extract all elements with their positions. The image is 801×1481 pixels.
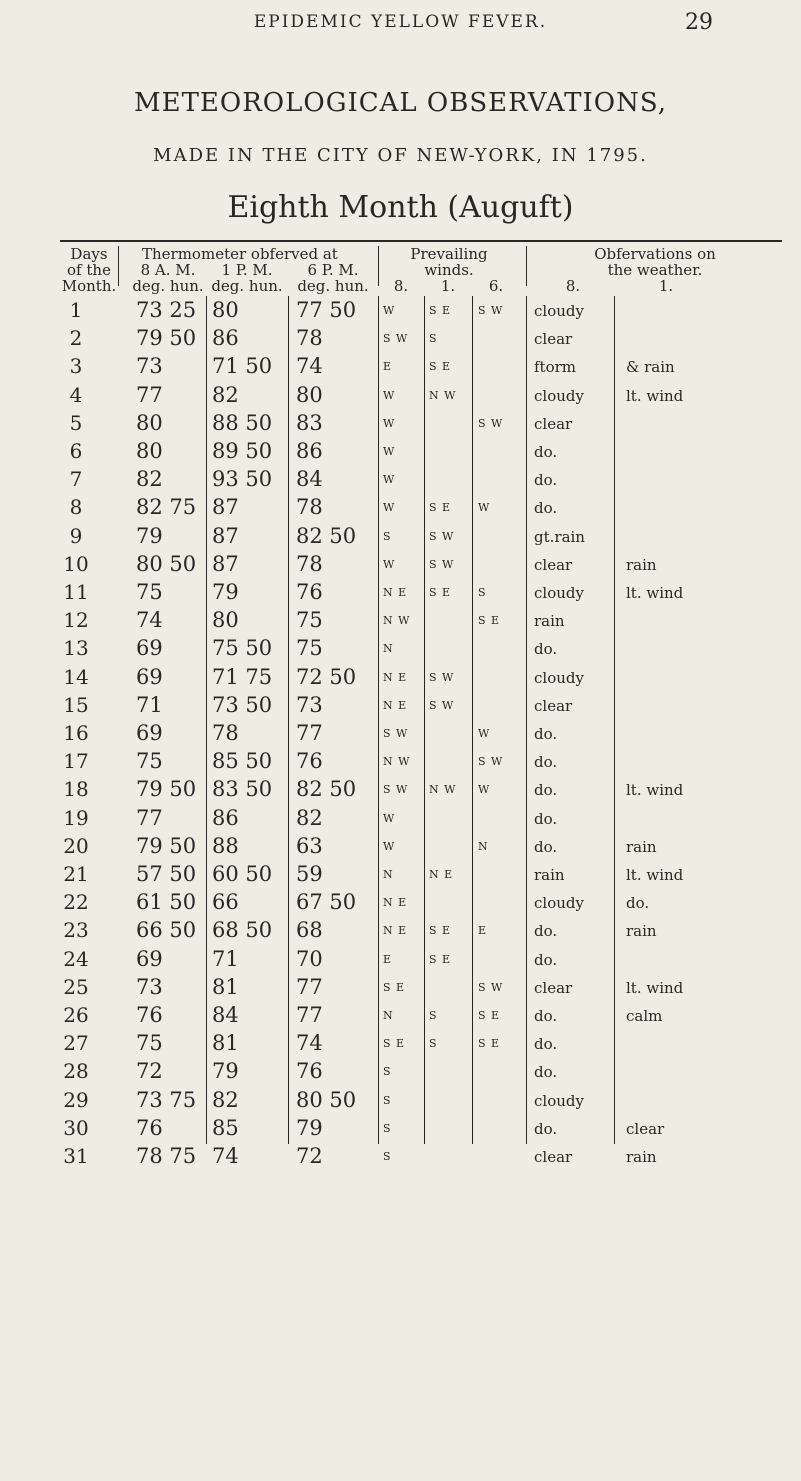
wind-6-cell: S E	[478, 1037, 501, 1051]
table-row	[60, 721, 782, 749]
temp-6pm-cell: 72 50	[296, 664, 357, 689]
wind-8-cell: S W	[383, 332, 409, 346]
obs-8-cell: do.	[534, 640, 558, 659]
table-row	[60, 524, 782, 552]
wind-6-cell: S W	[478, 755, 504, 769]
page-title: METEOROLOGICAL OBSERVATIONS,	[133, 88, 667, 118]
temp-1pm-cell: 80	[212, 608, 239, 633]
wind-1-cell: S W	[429, 557, 455, 571]
header-time-6pm: 6 P. M.	[307, 261, 359, 279]
table-row	[60, 665, 782, 693]
header-time-8am: 8 A. M.	[140, 261, 196, 279]
temp-1pm-cell: 81	[212, 974, 239, 999]
obs-1-cell: lt. wind	[626, 866, 684, 884]
wind-1-cell: S	[429, 1037, 438, 1051]
wind-1-cell: S E	[429, 360, 452, 374]
temp-6pm-cell: 74	[296, 1031, 323, 1056]
temp-1pm-cell: 88 50	[212, 410, 273, 435]
temp-1pm-cell: 85	[212, 1115, 239, 1140]
obs-8-cell: do.	[534, 1007, 558, 1025]
header-wind-8: 8.	[393, 277, 409, 295]
table-row	[60, 326, 782, 354]
temp-1pm-cell: 88	[212, 833, 239, 858]
temp-6pm-cell: 83	[296, 410, 323, 435]
day-cell: 11	[63, 580, 89, 604]
obs-1-cell: rain	[626, 837, 657, 856]
day-cell: 12	[63, 608, 89, 633]
wind-8-cell: N	[383, 868, 394, 881]
running-head	[0, 12, 801, 36]
table-row	[60, 411, 782, 439]
wind-8-cell: W	[383, 473, 396, 487]
header-time-1pm: 1 P. M.	[221, 261, 273, 279]
obs-8-cell: do.	[534, 837, 558, 856]
temp-1pm-cell: 78	[212, 721, 239, 745]
temp-8am-cell: 72	[136, 1059, 163, 1084]
day-cell: 8	[69, 495, 83, 520]
obs-8-cell: do.	[534, 809, 558, 828]
temp-6pm-cell: 82	[296, 805, 323, 830]
wind-8-cell: N E	[383, 896, 408, 910]
day-cell: 22	[63, 890, 89, 915]
wind-8-cell: S	[383, 1065, 392, 1079]
page-subtitle: MADE IN THE CITY OF NEW-YORK, IN 1795.	[153, 145, 648, 166]
wind-8-cell: N	[383, 642, 394, 656]
running-head-title: EPIDEMIC YELLOW FEVER.	[253, 12, 548, 32]
obs-8-cell: clear	[534, 978, 573, 997]
wind-6-cell: S E	[478, 614, 501, 628]
temp-8am-cell: 82	[136, 467, 163, 492]
temp-6pm-cell: 86	[296, 439, 323, 463]
header-wind-1: 1.	[440, 277, 456, 295]
temp-1pm-cell: 66	[212, 890, 239, 915]
temp-6pm-cell: 77	[296, 974, 323, 999]
temp-6pm-cell: 77	[296, 721, 323, 745]
obs-8-cell: do.	[534, 1063, 558, 1082]
temp-1pm-cell: 79	[212, 580, 239, 604]
wind-1-cell: S	[429, 332, 438, 346]
wind-8-cell: E	[383, 360, 393, 374]
day-cell: 26	[63, 1003, 89, 1027]
wind-6-cell: S	[478, 586, 487, 599]
obs-8-cell: cloudy	[534, 386, 584, 405]
wind-1-cell: S E	[429, 501, 452, 515]
temp-1pm-cell: 86	[212, 805, 239, 830]
obs-8-cell: do.	[534, 922, 558, 941]
day-cell: 9	[69, 523, 83, 548]
day-cell: 1	[69, 298, 83, 322]
header-obs-line1: Obfervations on	[594, 245, 716, 263]
obs-8-cell: cloudy	[534, 584, 584, 602]
wind-8-cell: S W	[383, 783, 409, 797]
table-row	[60, 383, 782, 411]
header-winds-line1: Prevailing	[410, 245, 488, 263]
day-cell: 21	[63, 862, 89, 886]
temp-1pm-cell: 71 50	[212, 354, 273, 379]
obs-8-cell: do.	[534, 753, 558, 772]
table-top-rule	[60, 240, 782, 242]
obs-8-cell: cloudy	[534, 1091, 584, 1110]
table-row	[60, 1031, 782, 1059]
temp-8am-cell: 75	[136, 580, 163, 604]
temp-1pm-cell: 75 50	[212, 636, 273, 661]
day-cell: 29	[63, 1087, 89, 1112]
day-cell: 24	[63, 946, 89, 971]
table-row	[60, 862, 782, 890]
temp-6pm-cell: 72	[296, 1144, 323, 1168]
table-row	[60, 354, 782, 382]
obs-8-cell: rain	[534, 866, 565, 884]
wind-8-cell: W	[383, 416, 396, 430]
temp-6pm-cell: 84	[296, 467, 323, 492]
wind-1-cell: S E	[429, 952, 452, 966]
temp-6pm-cell: 76	[296, 580, 323, 604]
temp-1pm-cell: 89 50	[212, 439, 273, 463]
obs-8-cell: clear	[534, 414, 573, 433]
day-cell: 14	[63, 664, 89, 689]
header-winds-line2: winds.	[424, 261, 474, 279]
divider-thermo-header	[378, 246, 379, 286]
temp-6pm-cell: 74	[296, 354, 323, 379]
temp-8am-cell: 69	[136, 946, 163, 971]
temp-8am-cell: 77	[136, 805, 163, 830]
obs-8-cell: ftorm	[534, 358, 577, 377]
wind-1-cell: S E	[429, 924, 452, 938]
temp-8am-cell: 69	[136, 664, 163, 689]
temp-8am-cell: 69	[136, 636, 163, 661]
table-row	[60, 947, 782, 975]
divider-days-header	[118, 246, 119, 286]
temp-8am-cell: 80	[136, 410, 163, 435]
temp-8am-cell: 80	[136, 439, 163, 463]
obs-1-cell: rain	[626, 1148, 657, 1166]
obs-8-cell: do.	[534, 725, 558, 743]
wind-8-cell: S E	[383, 1037, 406, 1051]
wind-8-cell: N W	[383, 614, 411, 628]
table-row	[60, 495, 782, 523]
temp-1pm-cell: 84	[212, 1003, 239, 1027]
temp-1pm-cell: 68 50	[212, 918, 273, 943]
header-observations	[530, 246, 780, 278]
day-cell: 19	[63, 805, 89, 830]
table-row	[60, 439, 782, 467]
temp-8am-cell: 73	[136, 974, 163, 999]
temp-1pm-cell: 93 50	[212, 467, 273, 492]
temp-8am-cell: 76	[136, 1115, 163, 1140]
table-row	[60, 1088, 782, 1116]
temp-1pm-cell: 82	[212, 1087, 239, 1112]
wind-1-cell: S W	[429, 529, 455, 543]
temp-1pm-cell: 81	[212, 1031, 239, 1056]
wind-6-cell: W	[478, 501, 491, 515]
temp-6pm-cell: 67 50	[296, 890, 357, 915]
wind-8-cell: S	[383, 1093, 392, 1107]
temp-8am-cell: 57 50	[136, 862, 197, 886]
wind-8-cell: N E	[383, 698, 408, 712]
temp-6pm-cell: 70	[296, 946, 323, 971]
wind-6-cell: E	[478, 924, 488, 938]
table-row	[60, 298, 782, 326]
obs-1-cell: rain	[626, 922, 657, 941]
wind-6-cell: S W	[478, 416, 504, 430]
table-row	[60, 467, 782, 495]
temp-1pm-cell: 87	[212, 551, 239, 576]
obs-8-cell: clear	[534, 555, 573, 574]
table-row	[60, 580, 782, 608]
temp-8am-cell: 77	[136, 382, 163, 407]
temp-1pm-cell: 86	[212, 326, 239, 351]
obs-1-cell: lt. wind	[626, 386, 684, 405]
wind-1-cell: S W	[429, 670, 455, 684]
temp-6pm-cell: 78	[296, 551, 323, 576]
temp-8am-cell: 78 75	[136, 1144, 197, 1168]
wind-8-cell: S	[383, 1150, 392, 1163]
page-number: 29	[685, 10, 713, 35]
temp-6pm-cell: 76	[296, 1059, 323, 1084]
temp-6pm-cell: 75	[296, 608, 323, 633]
table-row	[60, 608, 782, 636]
wind-8-cell: S	[383, 529, 392, 543]
table-row	[60, 1144, 782, 1172]
wind-8-cell: S	[383, 1121, 392, 1135]
header-winds	[378, 246, 520, 278]
wind-8-cell: N E	[383, 670, 408, 684]
table-row	[60, 834, 782, 862]
wind-8-cell: W	[383, 501, 396, 515]
temp-1pm-cell: 79	[212, 1059, 239, 1084]
wind-1-cell: N W	[429, 388, 457, 402]
obs-8-cell: do.	[534, 1119, 558, 1138]
wind-6-cell: N	[478, 839, 489, 853]
wind-8-cell: W	[383, 388, 396, 402]
day-cell: 6	[69, 439, 83, 463]
temp-8am-cell: 75	[136, 749, 163, 774]
header-unit-6pm: deg. hun.	[297, 277, 369, 295]
temp-6pm-cell: 77	[296, 1003, 323, 1027]
temp-1pm-cell: 71 75	[212, 664, 273, 689]
header-days	[60, 246, 118, 294]
temp-8am-cell: 79 50	[136, 777, 197, 802]
wind-6-cell: W	[478, 783, 491, 797]
temp-6pm-cell: 68	[296, 918, 323, 943]
temp-8am-cell: 66 50	[136, 918, 197, 943]
day-cell: 30	[63, 1115, 89, 1140]
day-cell: 3	[69, 354, 83, 379]
obs-8-cell: do.	[534, 1035, 558, 1054]
temp-1pm-cell: 71	[212, 946, 239, 971]
wind-1-cell: S	[429, 1009, 438, 1022]
obs-8-cell: do.	[534, 499, 558, 518]
table-row	[60, 777, 782, 805]
day-cell: 20	[63, 833, 89, 858]
wind-8-cell: E	[383, 952, 393, 966]
temp-6pm-cell: 75	[296, 636, 323, 661]
obs-1-cell: clear	[626, 1119, 665, 1138]
header-unit-1pm: deg. hun.	[211, 277, 283, 295]
day-cell: 25	[63, 974, 89, 999]
table-row	[60, 918, 782, 946]
obs-8-cell: cloudy	[534, 894, 584, 913]
table-row	[60, 749, 782, 777]
temp-1pm-cell: 87	[212, 523, 239, 548]
wind-8-cell: W	[383, 304, 396, 317]
obs-8-cell: gt.rain	[534, 527, 585, 546]
wind-1-cell: S E	[429, 586, 452, 599]
wind-8-cell: W	[383, 445, 396, 458]
wind-1-cell: N E	[429, 868, 454, 881]
temp-8am-cell: 75	[136, 1031, 163, 1056]
temp-8am-cell: 69	[136, 721, 163, 745]
temp-8am-cell: 79 50	[136, 326, 197, 351]
temp-1pm-cell: 80	[212, 298, 239, 322]
table-row	[60, 693, 782, 721]
header-days-line3: Month.	[61, 277, 117, 295]
temp-8am-cell: 73 25	[136, 298, 197, 322]
temp-1pm-cell: 60 50	[212, 862, 273, 886]
obs-1-cell: & rain	[626, 358, 675, 377]
day-cell: 16	[63, 721, 89, 745]
wind-6-cell: S W	[478, 980, 504, 994]
temp-1pm-cell: 82	[212, 382, 239, 407]
temp-6pm-cell: 82 50	[296, 523, 357, 548]
header-thermometer: Thermometer obferved at	[142, 245, 338, 263]
obs-8-cell: cloudy	[534, 668, 584, 687]
temp-6pm-cell: 78	[296, 326, 323, 351]
day-cell: 13	[63, 636, 89, 661]
temp-1pm-cell: 85 50	[212, 749, 273, 774]
month-heading: Eighth Month (Auguft)	[227, 190, 574, 225]
day-cell: 10	[63, 551, 89, 576]
temp-6pm-cell: 63	[296, 833, 323, 858]
obs-1-cell: calm	[626, 1007, 663, 1025]
obs-8-cell: do.	[534, 443, 558, 461]
wind-6-cell: S E	[478, 1009, 501, 1022]
day-cell: 7	[69, 467, 83, 492]
temp-8am-cell: 71	[136, 692, 163, 717]
day-cell: 23	[63, 918, 89, 943]
obs-8-cell: do.	[534, 950, 558, 969]
wind-8-cell: W	[383, 557, 396, 571]
temp-1pm-cell: 74	[212, 1144, 239, 1168]
temp-8am-cell: 73	[136, 354, 163, 379]
temp-8am-cell: 79 50	[136, 833, 197, 858]
temp-8am-cell: 61 50	[136, 890, 197, 915]
header-obs-line2: the weather.	[607, 261, 703, 279]
temp-8am-cell: 80 50	[136, 551, 197, 576]
header-days-line1: Days	[70, 245, 108, 263]
day-cell: 15	[63, 692, 89, 717]
temp-6pm-cell: 73	[296, 692, 323, 717]
wind-8-cell: N E	[383, 586, 408, 599]
wind-6-cell: W	[478, 727, 491, 740]
wind-8-cell: N E	[383, 924, 408, 938]
obs-8-cell: rain	[534, 612, 565, 631]
day-cell: 2	[69, 326, 83, 351]
table-row	[60, 636, 782, 664]
temp-8am-cell: 73 75	[136, 1087, 197, 1112]
obs-8-cell: do.	[534, 471, 558, 490]
temp-1pm-cell: 73 50	[212, 692, 273, 717]
wind-8-cell: W	[383, 839, 396, 853]
obs-8-cell: clear	[534, 1148, 573, 1166]
header-wind-6: 6.	[488, 277, 504, 295]
obs-8-cell: clear	[534, 696, 573, 715]
header-days-line2: of the	[67, 261, 111, 279]
temp-1pm-cell: 87	[212, 495, 239, 520]
table-row	[60, 1116, 782, 1144]
day-cell: 27	[63, 1031, 89, 1056]
table-row	[60, 890, 782, 918]
obs-1-cell: do.	[626, 894, 650, 913]
temp-8am-cell: 76	[136, 1003, 163, 1027]
table-row	[60, 1003, 782, 1031]
temp-6pm-cell: 76	[296, 749, 323, 774]
wind-1-cell: S E	[429, 304, 452, 317]
header-obs-1: 1.	[658, 277, 674, 295]
wind-8-cell: W	[383, 811, 396, 825]
divider-winds-header	[526, 246, 527, 286]
temp-6pm-cell: 78	[296, 495, 323, 520]
day-cell: 18	[63, 777, 89, 802]
temp-8am-cell: 82 75	[136, 495, 197, 520]
temp-6pm-cell: 77 50	[296, 298, 357, 322]
temp-8am-cell: 74	[136, 608, 163, 633]
header-obs-8: 8.	[565, 277, 581, 295]
wind-1-cell: S W	[429, 698, 455, 712]
table-row	[60, 806, 782, 834]
temp-6pm-cell: 80 50	[296, 1087, 357, 1112]
obs-8-cell: clear	[534, 330, 573, 349]
temp-6pm-cell: 79	[296, 1115, 323, 1140]
day-cell: 5	[69, 410, 83, 435]
wind-8-cell: N W	[383, 755, 411, 769]
obs-1-cell: lt. wind	[626, 781, 684, 800]
obs-8-cell: do.	[534, 781, 558, 800]
wind-8-cell: S W	[383, 727, 409, 740]
obs-1-cell: lt. wind	[626, 584, 684, 602]
obs-8-cell: cloudy	[534, 302, 584, 320]
table-row	[60, 975, 782, 1003]
wind-8-cell: S E	[383, 980, 406, 994]
temp-6pm-cell: 80	[296, 382, 323, 407]
day-cell: 31	[63, 1144, 89, 1168]
wind-6-cell: S W	[478, 304, 504, 317]
wind-1-cell: N W	[429, 783, 457, 797]
temp-8am-cell: 79	[136, 523, 163, 548]
table-row	[60, 552, 782, 580]
day-cell: 4	[69, 382, 83, 407]
header-unit-8am: deg. hun.	[132, 277, 204, 295]
temp-6pm-cell: 59	[296, 862, 323, 886]
day-cell: 28	[63, 1059, 89, 1084]
temp-1pm-cell: 83 50	[212, 777, 273, 802]
obs-1-cell: lt. wind	[626, 978, 684, 997]
wind-8-cell: N	[383, 1009, 394, 1022]
temp-6pm-cell: 82 50	[296, 777, 357, 802]
day-cell: 17	[63, 749, 89, 774]
obs-1-cell: rain	[626, 555, 657, 574]
table-row	[60, 1059, 782, 1087]
